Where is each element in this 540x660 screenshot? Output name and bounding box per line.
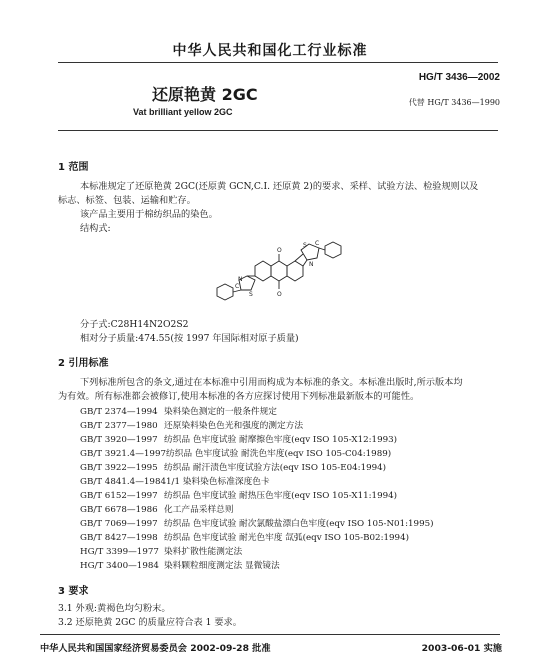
structure-label: 结构式: (80, 223, 111, 234)
standard-code: HG/T 3436—2002 (418, 72, 500, 83)
svg-text:N: N (309, 261, 314, 268)
usage-paragraph: 该产品主要用于棉纺织品的染色。 (80, 209, 218, 220)
approval-note: 中华人民共和国国家经济贸易委员会 2002-09-28 批准 (40, 643, 271, 654)
reference-item: GB/T 7069—1997 纺织品 色牢度试验 耐次氯酸盐漂白色牢度(eqv ISO 105-N01:1995) (80, 519, 434, 529)
document-title-cn: 还原艳黄 2GC (152, 85, 258, 104)
reference-item: GB/T 2377—1980 还原染料染色色光和强度的测定方法 (80, 421, 303, 431)
molecular-formula-value: C28H14N2O2S2 (110, 319, 189, 330)
reference-item: GB/T 4841.4—19841/1 染料染色标准深度色卡 (80, 477, 270, 487)
requirement-3-2: 3.2 还原艳黄 2GC 的质量应符合表 1 要求。 (58, 617, 242, 628)
title-rule (58, 130, 498, 131)
reference-item: HG/T 3400—1984 染料颗粒细度测定法 显微镜法 (80, 561, 280, 571)
section-2-heading: 2 引用标准 (58, 358, 109, 369)
references-intro-line-2: 为有效。所有标准都会被修订,使用本标准的各方应探讨使用下列标准最新版本的可能性。 (58, 391, 420, 402)
document-title-en: Vat brilliant yellow 2GC (133, 107, 233, 117)
svg-text:C: C (315, 240, 320, 247)
section-1-heading: 1 范围 (58, 162, 89, 173)
requirement-3-1: 3.1 外观:黄褐色均匀粉末。 (58, 603, 171, 614)
reference-item: GB/T 8427—1998 纺织品 色牢度试验 耐光色牢度 氙弧(eqv ISO 105-B02:1994) (80, 533, 410, 543)
svg-text:C: C (235, 283, 240, 290)
implementation-date: 2003-06-01 实施 (421, 643, 502, 654)
structural-formula-diagram (205, 236, 355, 318)
scope-paragraph-line-2: 标志、标签、包装、运输和贮存。 (58, 195, 196, 206)
reference-item: GB/T 3921.4—1997纺织品 色牢度试验 耐洗色牢度(eqv ISO 105-C04:1989) (80, 449, 392, 459)
header-rule (58, 62, 498, 63)
molecular-formula-label: 分子式: (80, 319, 111, 330)
reference-item: GB/T 6678—1986 化工产品采样总则 (80, 505, 234, 515)
references-intro-line-1: 下列标准所包含的条文,通过在本标准中引用而构成为本标准的条文。本标准出版时,所示版本均 (80, 377, 463, 388)
reference-item: GB/T 6152—1997 纺织品 色牢度试验 耐热压色牢度(eqv ISO 105-X11:1994) (80, 491, 398, 501)
molecular-formula (80, 318, 189, 332)
footer-rule (40, 634, 500, 635)
svg-text:O: O (277, 247, 282, 254)
scope-paragraph-line-1: 本标准规定了还原艳黄 2GC(还原黄 GCN,C.I. 还原黄 2)的要求、采样、试验方法、检验规则以及 (80, 181, 479, 192)
svg-text:S: S (249, 291, 253, 298)
replaces-note: 代替 HG/T 3436—1990 (408, 98, 500, 107)
reference-item: HG/T 3399—1977 染料扩散性能测定法 (80, 547, 243, 557)
svg-text:S: S (303, 242, 307, 249)
svg-text:O: O (277, 291, 282, 298)
svg-text:N: N (238, 276, 243, 283)
section-3-heading: 3 要求 (58, 586, 89, 597)
reference-item: GB/T 3922—1995 纺织品 耐汗渍色牢度试验方法(eqv ISO 105-E04:1994) (80, 463, 387, 473)
reference-item: GB/T 2374—1994 染料染色测定的一般条件规定 (80, 407, 277, 417)
reference-item: GB/T 3920—1997 纺织品 色牢度试验 耐摩擦色牢度(eqv ISO 105-X12:1993) (80, 435, 398, 445)
relative-molecular-mass: 相对分子质量:474.55(按 1997 年国际相对原子质量) (80, 333, 299, 344)
org-title: 中华人民共和国化工行业标准 (172, 43, 368, 59)
